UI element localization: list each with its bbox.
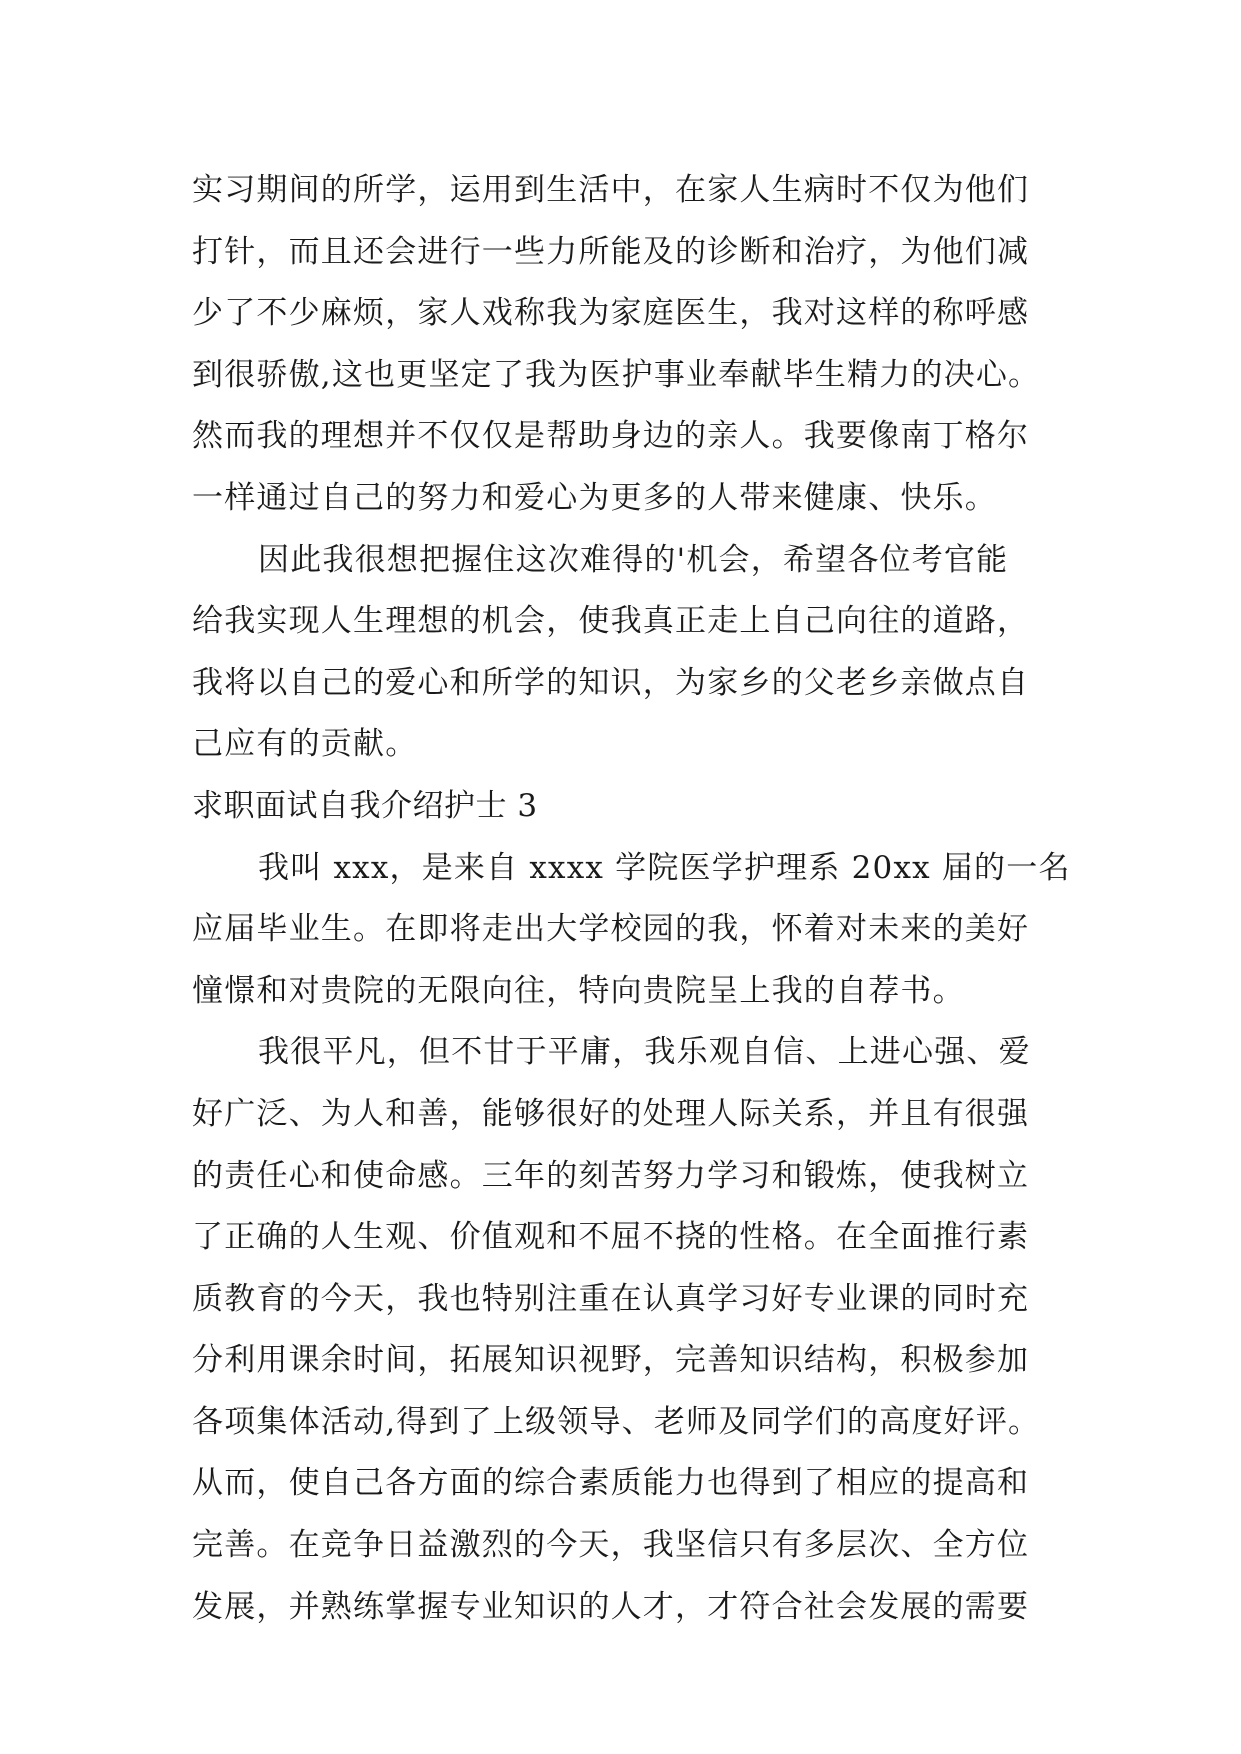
- text-line: 一样通过自己的努力和爱心为更多的人带来健康、快乐。: [192, 479, 997, 516]
- text-line: 了正确的人生观、价值观和不屈不挠的性格。在全面推行素: [192, 1219, 1030, 1256]
- text-line: 好广泛、为人和善，能够很好的处理人际关系，并且有很强: [192, 1095, 1030, 1132]
- text-line: 打针，而且还会进行一些力所能及的诊断和治疗，为他们减: [192, 233, 1030, 270]
- text-line: 各项集体活动,得到了上级领导、老师及同学们的高度好评。: [192, 1403, 1041, 1440]
- text-line: 然而我的理想并不仅仅是帮助身边的亲人。我要像南丁格尔: [192, 418, 1030, 455]
- text-line: 的责任心和使命感。三年的刻苦努力学习和锻炼，使我树立: [192, 1157, 1030, 1194]
- text-line: 完善。在竞争日益激烈的今天，我坚信只有多层次、全方位: [192, 1527, 1030, 1564]
- text-line: 实习期间的所学，运用到生活中，在家人生病时不仅为他们: [192, 172, 1030, 208]
- paragraph-first-line: 因此我很想把握住这次难得的'机会，希望各位考官能: [258, 541, 1009, 578]
- text-line: 给我实现人生理想的机会，使我真正走上自己向往的道路，: [192, 603, 1030, 640]
- paragraph-first-line: 我很平凡，但不甘于平庸，我乐观自信、上进心强、爱: [258, 1034, 1031, 1071]
- document-body: [192, 160, 1071, 1638]
- text-line: 分利用课余时间，拓展知识视野，完善知识结构，积极参加: [192, 1342, 1030, 1379]
- text-line: 从而，使自己各方面的综合素质能力也得到了相应的提高和: [192, 1465, 1030, 1502]
- text-line: 憧憬和对贵院的无限向往，特向贵院呈上我的自荐书。: [192, 972, 965, 1009]
- text-line: 质教育的今天，我也特别注重在认真学习好专业课的同时充: [192, 1280, 1030, 1317]
- section-heading: 求职面试自我介绍护士 3: [192, 787, 538, 824]
- text-line: 到很骄傲,这也更坚定了我为医护事业奉献毕生精力的决心。: [192, 356, 1041, 393]
- text-line: 少了不少麻烦，家人戏称我为家庭医生，我对这样的称呼感: [192, 295, 1030, 332]
- text-line: 己应有的贡献。: [192, 726, 418, 763]
- paragraph-first-line: 我叫 xxx，是来自 xxxx 学院医学护理系 20xx 届的一名: [258, 849, 1071, 886]
- text-line: 应届毕业生。在即将走出大学校园的我，怀着对未来的美好: [192, 911, 1030, 948]
- text-line: 我将以自己的爱心和所学的知识，为家乡的父老乡亲做点自: [192, 664, 1030, 701]
- text-line: 发展，并熟练掌握专业知识的人才，才符合社会发展的需要: [192, 1588, 1030, 1625]
